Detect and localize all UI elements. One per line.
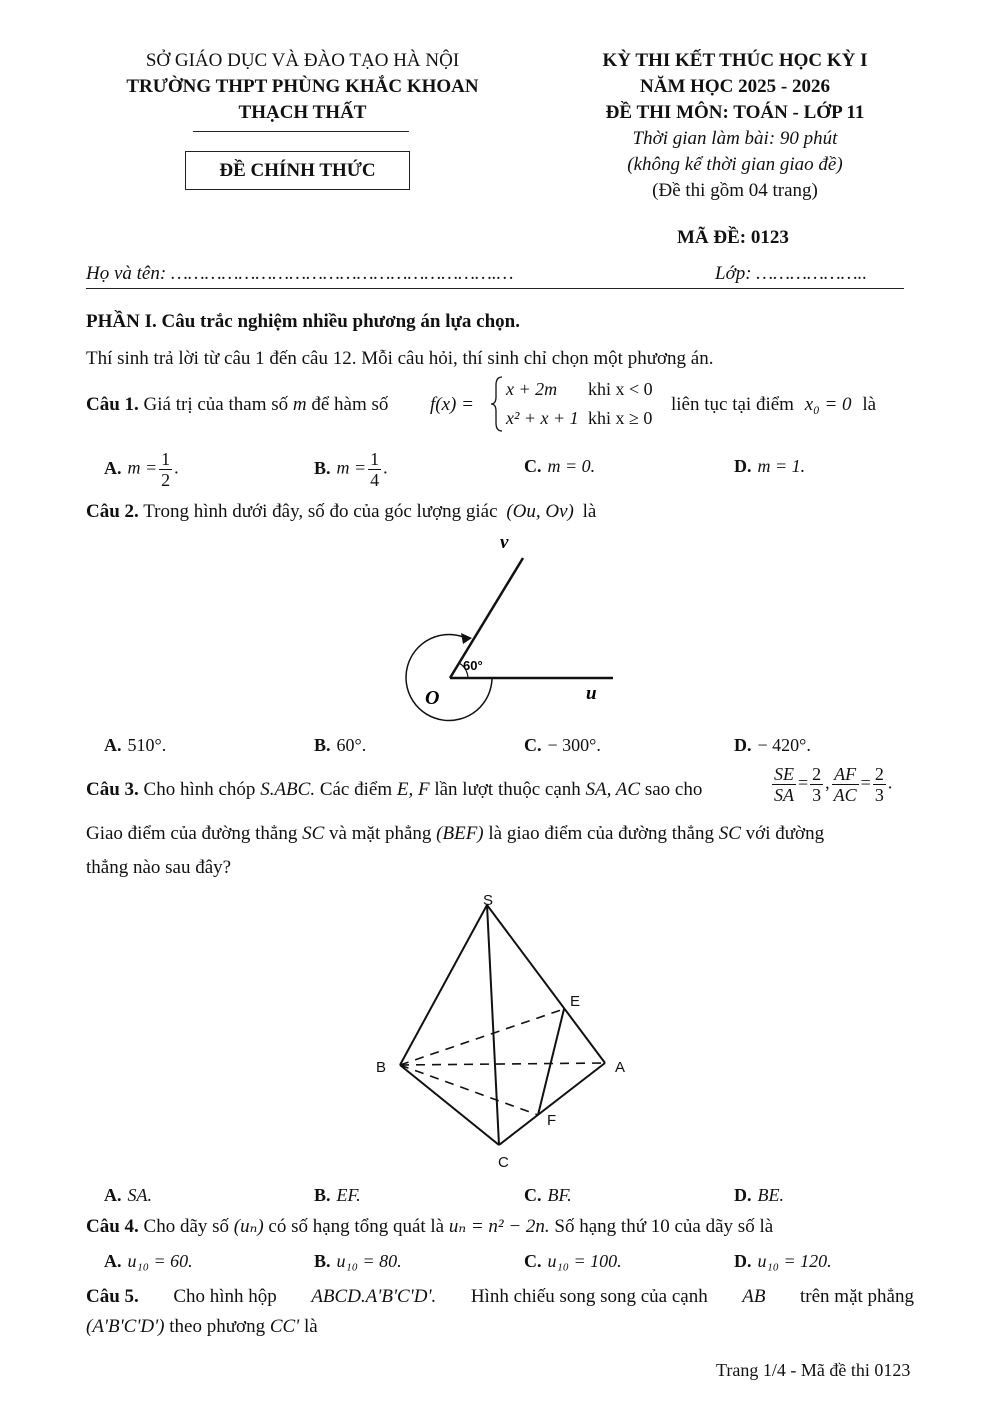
q5-plane: (A'B'C'D') [86, 1316, 165, 1337]
option-text: u₁₀ = 120. [757, 1251, 832, 1271]
frac-num: SE [774, 764, 794, 784]
q1-param: m [292, 394, 307, 415]
subject: ĐỀ THI MÔN: TOÁN - LỚP 11 [605, 102, 865, 123]
option-text: u₁₀ = 80. [336, 1251, 402, 1271]
exam-code: MÃ ĐỀ: 0123 [677, 227, 789, 248]
q4-option-c[interactable] [524, 1249, 622, 1273]
school-year: NĂM HỌC 2025 - 2026 [640, 76, 830, 97]
option-text: . [383, 457, 388, 478]
option-fraction [368, 449, 381, 490]
header-divider [193, 131, 409, 132]
q3-option-a[interactable] [104, 1183, 152, 1207]
frac-num: 1 [161, 449, 171, 469]
part1-instruction: Thí sinh trả lời từ câu 1 đến câu 12. Mỗi câu hỏi, thí sinh chỉ chọn một phương án. [86, 348, 714, 369]
q4-option-a[interactable] [104, 1249, 193, 1273]
q3-line3: thẳng nào sau đây? [86, 857, 232, 878]
option-text: u₁₀ = 100. [547, 1251, 622, 1271]
segment-ef [538, 1009, 564, 1115]
page-count: (Đề thi gồm 04 trang) [652, 180, 818, 201]
option-fraction [159, 449, 172, 490]
official-label: ĐỀ CHÍNH THỨC [219, 160, 376, 181]
label-v: v [500, 532, 509, 553]
q2-option-b[interactable] [314, 733, 366, 757]
option-text: SA. [127, 1185, 152, 1205]
ray-ov [450, 558, 523, 678]
q1-text: liên tục tại điểm [671, 394, 794, 415]
district-name: THẠCH THẤT [238, 102, 367, 123]
official-badge [185, 151, 410, 190]
q3-pyramid-figure [370, 885, 640, 1175]
student-name-field[interactable]: Họ và tên: ………………………………………………….… [86, 263, 514, 284]
q5-text: Cho hình hộp [173, 1286, 277, 1307]
q3-edges: SA, AC [585, 779, 641, 800]
q3-option-d[interactable] [734, 1183, 784, 1207]
q4-text: Cho dãy số [143, 1216, 230, 1237]
vertex-e: E [570, 993, 581, 1010]
option-text: m = 0. [547, 456, 596, 476]
q1-function-name: f(x) = [430, 394, 474, 415]
q2-text: Trong hình dưới đây, số đo của góc lượng giác [143, 501, 498, 522]
option-label: B. [314, 457, 331, 478]
option-text: u₁₀ = 60. [127, 1251, 193, 1271]
vertex-f: F [547, 1112, 557, 1129]
q5-label: Câu 5. [86, 1286, 139, 1307]
q1-case2-expr: x² + x + 1 [506, 408, 579, 428]
department-name: SỞ GIÁO DỤC VÀ ĐÀO TẠO HÀ NỘI [145, 50, 460, 71]
q3-option-b[interactable] [314, 1183, 361, 1207]
q1-label: Câu 1. [86, 394, 139, 415]
frac-num: 2 [812, 764, 822, 784]
exam-title: KỲ THI KẾT THÚC HỌC KỲ I [602, 50, 868, 71]
exam-time: Thời gian làm bài: 90 phút [632, 128, 838, 149]
q5-box: ABCD.A'B'C'D'. [311, 1286, 437, 1307]
q5-text: Hình chiếu song song của cạnh [470, 1286, 708, 1307]
option-text: 510°. [127, 735, 167, 755]
q1-text: để hàm số [311, 394, 389, 415]
q3-option-c[interactable] [524, 1183, 572, 1207]
q2-angle-figure [395, 530, 625, 725]
header-right [555, 48, 915, 204]
edge-ba-hidden [400, 1063, 605, 1065]
option-text: − 420°. [757, 735, 811, 755]
q2-label: Câu 2. [86, 501, 139, 522]
option-label: D. [734, 1251, 752, 1271]
option-label: D. [734, 735, 752, 755]
vertex-a: A [615, 1059, 626, 1076]
student-divider [86, 288, 904, 289]
q3-text: lần lượt thuộc cạnh [434, 779, 581, 800]
option-label: C. [524, 1251, 542, 1271]
q4-label: Câu 4. [86, 1216, 139, 1237]
q1-point: x₀ = 0 [804, 394, 852, 415]
q5-text: là [304, 1316, 318, 1337]
option-label: C. [524, 735, 542, 755]
q1-option-a[interactable] [104, 449, 179, 490]
q1-option-d[interactable] [734, 454, 805, 478]
option-text: m = [336, 457, 367, 478]
ratio-value [873, 764, 886, 805]
option-label: B. [314, 1185, 331, 1205]
option-label: B. [314, 735, 331, 755]
option-label: D. [734, 456, 752, 476]
option-label: A. [104, 457, 122, 478]
edge-sa [487, 905, 605, 1063]
label-u: u [586, 683, 597, 704]
q4-option-d[interactable] [734, 1249, 832, 1273]
vertex-s: S [483, 892, 494, 909]
segment-bf-hidden [400, 1065, 538, 1115]
q4-stem [86, 1214, 773, 1240]
page-footer: Trang 1/4 - Mã đề thi 0123 [716, 1360, 911, 1380]
q5-edge: AB [742, 1286, 766, 1307]
school-name: TRƯỜNG THPT PHÙNG KHẮC KHOAN [126, 76, 479, 97]
edge-sb [400, 905, 487, 1065]
option-text: m = [127, 457, 158, 478]
label-angle: 60° [463, 658, 483, 673]
ratio-af-ac [832, 764, 859, 805]
q3-text: sao cho [644, 779, 703, 800]
q1-text: Giá trị của tham số [143, 394, 289, 415]
edge-sc [487, 905, 499, 1145]
frac-den: 3 [812, 785, 822, 805]
q3-text: Giao điểm của đường thẳng [86, 823, 298, 844]
q5-text: theo phương [169, 1316, 266, 1337]
option-label: A. [104, 1185, 122, 1205]
option-label: B. [314, 1251, 331, 1271]
q2-text: là [582, 501, 597, 522]
q3-text: Cho hình chóp [143, 779, 256, 800]
vertex-c: C [498, 1154, 509, 1171]
q3-points: E, F [396, 779, 430, 800]
q1-case1-cond: khi x < 0 [588, 379, 653, 399]
q3-line2 [86, 821, 824, 847]
option-text: − 300°. [547, 735, 601, 755]
q4-sequence: (uₙ) [233, 1216, 264, 1237]
q5-stem [86, 1284, 914, 1310]
frac-num: AF [832, 764, 859, 785]
frac-den: SA [774, 785, 794, 805]
q2-option-c[interactable] [524, 733, 601, 757]
q3-line-sc: SC [718, 823, 741, 844]
option-text: . [174, 457, 179, 478]
q5-direction: CC' [269, 1316, 300, 1337]
segment-be-hidden [400, 1009, 564, 1065]
label-o: O [425, 687, 440, 709]
q2-angle: (Ou, Ov) [506, 501, 574, 522]
q3-text: với đường [745, 823, 825, 844]
option-text: EF. [336, 1185, 361, 1205]
header-left [95, 48, 510, 126]
q1-brace-icon [490, 375, 504, 433]
ratio-se-sa [772, 764, 796, 805]
q2-option-a[interactable] [104, 733, 166, 757]
q3-text: là giao điểm của đường thẳng [488, 823, 714, 844]
q3-line-sc: SC [302, 823, 325, 844]
q5-text: trên mặt phẳng [800, 1286, 914, 1307]
time-note: (không kể thời gian giao đề) [627, 154, 843, 175]
q4-option-b[interactable] [314, 1249, 402, 1273]
option-text: 60°. [336, 735, 367, 755]
frac-den: AC [833, 785, 857, 805]
q4-formula: uₙ = n² − 2n. [448, 1216, 550, 1237]
q3-ratio: $\frac{SE}{SA}$ = $\frac{2}{3}$ , $\frac{AF}{AC}$ = $\frac{2}{3}$ . [774, 764, 893, 805]
option-label: A. [104, 735, 122, 755]
q3-stem [86, 777, 702, 803]
option-label: C. [524, 1185, 542, 1205]
ratio-value [810, 764, 823, 805]
q3-label: Câu 3. [86, 779, 139, 800]
q2-option-d[interactable] [734, 733, 811, 757]
q3-text: Các điểm [319, 779, 393, 800]
option-label: C. [524, 456, 542, 476]
q1-text: là [862, 394, 877, 415]
q1-option-b[interactable] [314, 449, 388, 490]
part1-title: PHẦN I. Câu trắc nghiệm nhiều phương án lựa chọn. [86, 311, 520, 332]
q3-text: và mặt phẳng [329, 823, 432, 844]
student-class-field[interactable]: Lớp: ……………….. [715, 263, 868, 284]
q1-stem-end [671, 392, 876, 418]
edge-bc [400, 1065, 499, 1145]
q3-pyramid: S.ABC. [260, 779, 316, 800]
frac-num: 1 [370, 449, 380, 469]
frac-num: 2 [874, 764, 884, 784]
q1-case2-cond: khi x ≥ 0 [588, 408, 653, 428]
frac-den: 4 [370, 470, 380, 490]
option-text: BE. [757, 1185, 784, 1205]
frac-den: 3 [874, 785, 884, 805]
frac-den: 2 [161, 470, 171, 490]
edge-ca [499, 1063, 605, 1145]
option-text: BF. [547, 1185, 572, 1205]
q5-line2 [86, 1314, 318, 1340]
q4-text: Số hạng thứ 10 của dãy số là [554, 1216, 774, 1237]
q2-stem [86, 499, 596, 525]
q3-plane: (BEF) [436, 823, 484, 844]
q1-case1-expr: x + 2m [506, 379, 558, 399]
option-text: m = 1. [757, 456, 806, 476]
q1-stem [86, 392, 388, 418]
option-label: D. [734, 1185, 752, 1205]
vertex-b: B [376, 1059, 387, 1076]
q4-text: có số hạng tổng quát là [268, 1216, 445, 1237]
q1-option-c[interactable] [524, 454, 595, 478]
option-label: A. [104, 1251, 122, 1271]
